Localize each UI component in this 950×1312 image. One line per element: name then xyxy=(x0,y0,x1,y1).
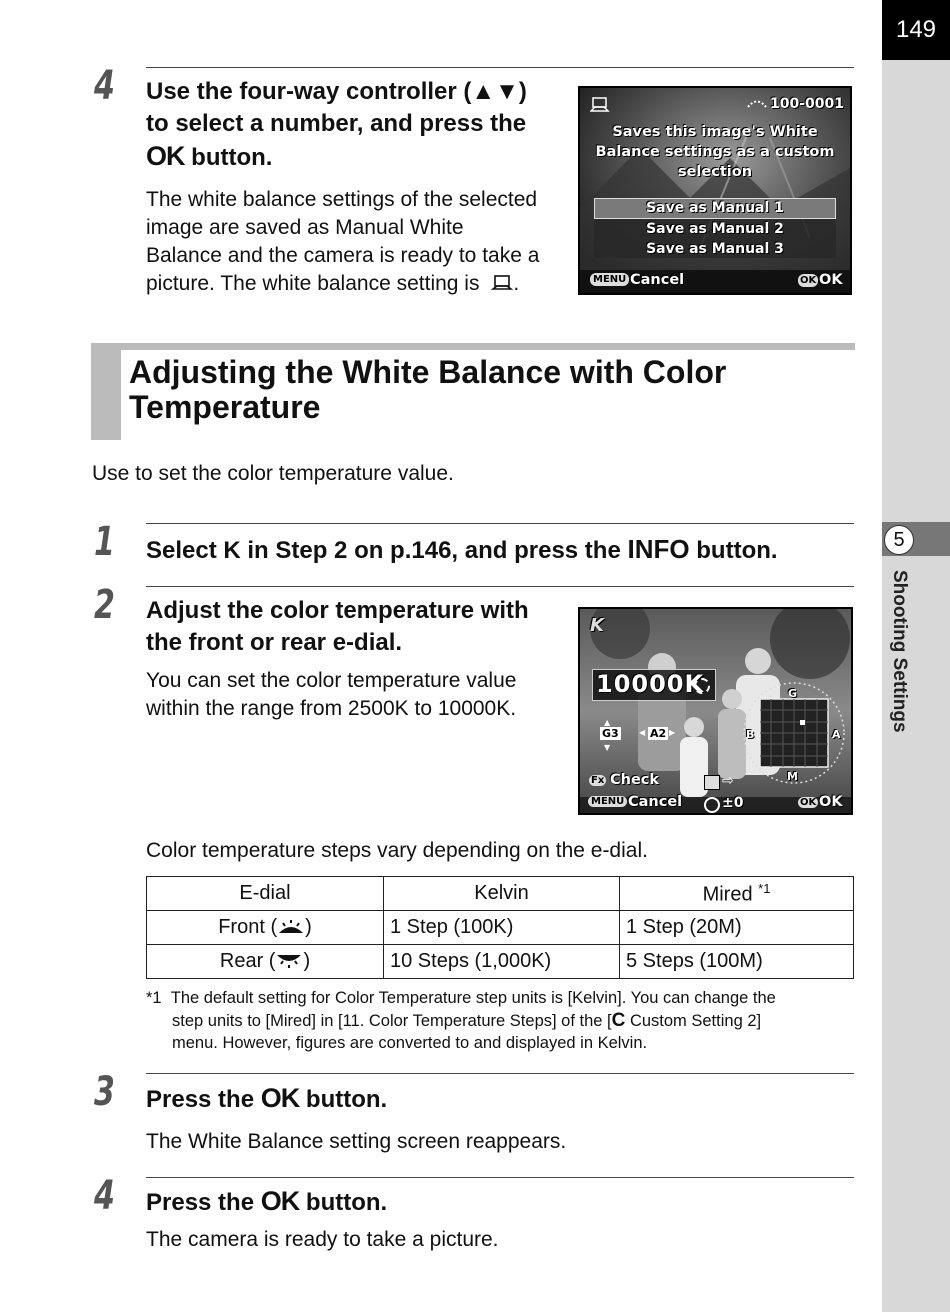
dial-icon xyxy=(704,797,720,813)
manual-wb-icon xyxy=(491,273,513,293)
section-header xyxy=(91,343,855,440)
ok-button-symbol: OK xyxy=(260,1083,300,1113)
footnote-text: step units to [Mired] in [11. Color Temperature Steps] of the [ xyxy=(172,1011,612,1030)
divider xyxy=(146,67,854,68)
ok-key-icon: OK xyxy=(800,275,817,286)
menu-key-icon: MENU xyxy=(588,796,627,807)
message-line: Balance settings as a custom xyxy=(595,144,835,160)
check-label[interactable]: Check xyxy=(610,772,660,788)
left-arrow-icon: ◀ xyxy=(639,728,646,737)
a2-value: A2 xyxy=(650,727,667,740)
body-line xyxy=(146,270,566,298)
divider xyxy=(146,586,854,587)
ok-button-symbol: OK xyxy=(260,1186,300,1216)
right-arrow-icon: ▶ xyxy=(669,728,676,737)
message-line: Saves this image's White xyxy=(612,124,818,140)
ok-key-icon: OK xyxy=(800,797,817,808)
color-temp-mode-icon: K xyxy=(590,615,604,636)
save-option-1[interactable]: Save as Manual 1 xyxy=(646,200,784,216)
exposure-icon xyxy=(704,775,720,790)
manual-wb-icon xyxy=(590,96,612,114)
up-arrow-icon: ▲ xyxy=(604,718,611,727)
cell-text: Rear ( xyxy=(219,950,276,972)
table-header-row xyxy=(147,877,854,911)
body-text: picture. The white balance setting is xyxy=(146,272,480,295)
table-intro: Color temperature steps vary depending on the e-dial. xyxy=(146,839,648,862)
heading-text: button. xyxy=(299,1189,388,1216)
heading-line: to select a number, and press the xyxy=(146,110,527,137)
heading-line: Adjust the color temperature with xyxy=(146,597,529,624)
cell-text: Front ( xyxy=(218,916,278,938)
ok-button-symbol: OK xyxy=(146,141,185,171)
header-bar xyxy=(91,343,855,350)
save-option-2[interactable]: Save as Manual 2 xyxy=(646,221,784,237)
chapter-title: Shooting Settings xyxy=(889,570,910,733)
ok-label[interactable]: OK xyxy=(819,794,843,810)
step-heading xyxy=(146,1082,387,1116)
footnote xyxy=(146,987,856,1055)
magenta-label: M xyxy=(787,770,798,783)
section-intro: Use to set the color temperature value. xyxy=(92,462,454,485)
body-line: You can set the color temperature value xyxy=(146,669,517,692)
step-body: The camera is ready to take a picture. xyxy=(146,1228,499,1251)
step-heading xyxy=(146,1185,387,1219)
e-dial-steps-table xyxy=(146,876,854,979)
heading-text: button. xyxy=(689,537,778,564)
footnote-line xyxy=(146,1010,856,1033)
photo-background xyxy=(580,88,850,293)
divider xyxy=(146,1177,854,1178)
step-number: 4 xyxy=(94,63,115,109)
custom-setting-icon: C xyxy=(611,1009,626,1031)
footnote-mark: *1 xyxy=(758,880,771,896)
heading-text: button. xyxy=(299,1086,388,1113)
step-number: 4 xyxy=(94,1173,115,1219)
cell-text: ) xyxy=(305,916,312,938)
front-dial-icon xyxy=(277,919,305,935)
heading-text: Press the xyxy=(146,1189,261,1216)
header-side-bar xyxy=(91,343,121,440)
heading-text: Select K in Step 2 on p.146, and press the xyxy=(146,537,628,564)
shutter-dial-icon xyxy=(746,98,768,108)
body-text: . xyxy=(513,272,520,295)
title-line: Adjusting the White Balance with Color xyxy=(129,354,727,390)
page-number: 149 xyxy=(882,0,950,60)
body-line: within the range from 2500K to 10000K. xyxy=(146,697,517,720)
message-line: selection xyxy=(677,164,753,180)
step-heading xyxy=(146,533,856,567)
step-heading xyxy=(146,595,566,659)
fx-key-icon: Fx xyxy=(591,775,605,786)
body-line: image are saved as Manual White xyxy=(146,216,464,239)
camera-screen-save-wb xyxy=(578,86,852,295)
dial-cell xyxy=(147,945,384,979)
table-row xyxy=(147,911,854,945)
save-option-3[interactable]: Save as Manual 3 xyxy=(646,241,784,257)
footnote-line xyxy=(146,987,856,1010)
dial-cell xyxy=(147,911,384,945)
cancel-label[interactable]: Cancel xyxy=(628,794,683,810)
step-body xyxy=(146,667,566,723)
footnote-line: menu. However, figures are converted to and displayed in Kelvin. xyxy=(172,1034,648,1052)
kelvin-cell: 1 Step (100K) xyxy=(384,911,620,945)
heading-text: Press the xyxy=(146,1086,261,1113)
cell-text: ) xyxy=(303,950,311,972)
body-line: The white balance settings of the selected xyxy=(146,188,538,211)
divider xyxy=(146,1073,854,1074)
menu-key-icon: MENU xyxy=(590,273,629,286)
info-button-symbol: INFO xyxy=(627,534,690,564)
ok-label[interactable]: OK xyxy=(819,272,843,288)
table-row xyxy=(147,945,854,979)
cancel-label[interactable]: Cancel xyxy=(630,272,685,288)
body-line: Balance and the camera is ready to take a xyxy=(146,244,540,267)
blue-label: B xyxy=(746,728,755,741)
step-number: 3 xyxy=(94,1069,115,1115)
heading-line xyxy=(146,140,566,174)
header-mired xyxy=(620,877,854,911)
section-title xyxy=(129,355,726,425)
step-heading xyxy=(146,76,566,174)
header-text: Mired xyxy=(702,883,753,906)
footnote-text: Custom Setting 2] xyxy=(625,1011,762,1030)
down-arrow-icon: ▼ xyxy=(604,743,611,752)
heading-line: the front or rear e-dial. xyxy=(146,629,403,656)
title-line: Temperature xyxy=(129,389,321,425)
kelvin-cell: 10 Steps (1,000K) xyxy=(384,945,620,979)
file-number: 100-0001 xyxy=(770,96,844,112)
divider xyxy=(146,523,854,524)
green-label: G xyxy=(788,687,798,700)
step-number: 1 xyxy=(94,519,115,565)
camera-screen-color-temperature xyxy=(578,607,853,815)
rear-dial-icon xyxy=(275,953,303,969)
save-message xyxy=(580,122,850,182)
footnote-text: The default setting for Color Temperature step units is [Kelvin]. You can change the xyxy=(170,989,776,1007)
footnote-mark: *1 xyxy=(146,989,162,1007)
step-body: The White Balance setting screen reappears. xyxy=(146,1130,567,1153)
step-number: 2 xyxy=(94,582,115,628)
chapter-number: 5 xyxy=(884,525,914,555)
temperature-value: 10000K xyxy=(596,670,705,698)
heading-line: Use the four-way controller (▲▼) xyxy=(146,78,527,105)
header-kelvin: Kelvin xyxy=(384,877,620,911)
heading-text: button. xyxy=(184,144,273,171)
step-body xyxy=(146,186,566,298)
mired-cell: 5 Steps (100M) xyxy=(620,945,854,979)
mired-cell: 1 Step (20M) xyxy=(620,911,854,945)
amber-label: A xyxy=(832,728,841,741)
g3-value: G3 xyxy=(602,727,619,740)
dial-icon xyxy=(694,678,710,694)
copy-icon: ⇨ xyxy=(722,773,734,789)
adjust-value: ±0 xyxy=(722,795,744,811)
header-e-dial: E-dial xyxy=(147,877,384,911)
